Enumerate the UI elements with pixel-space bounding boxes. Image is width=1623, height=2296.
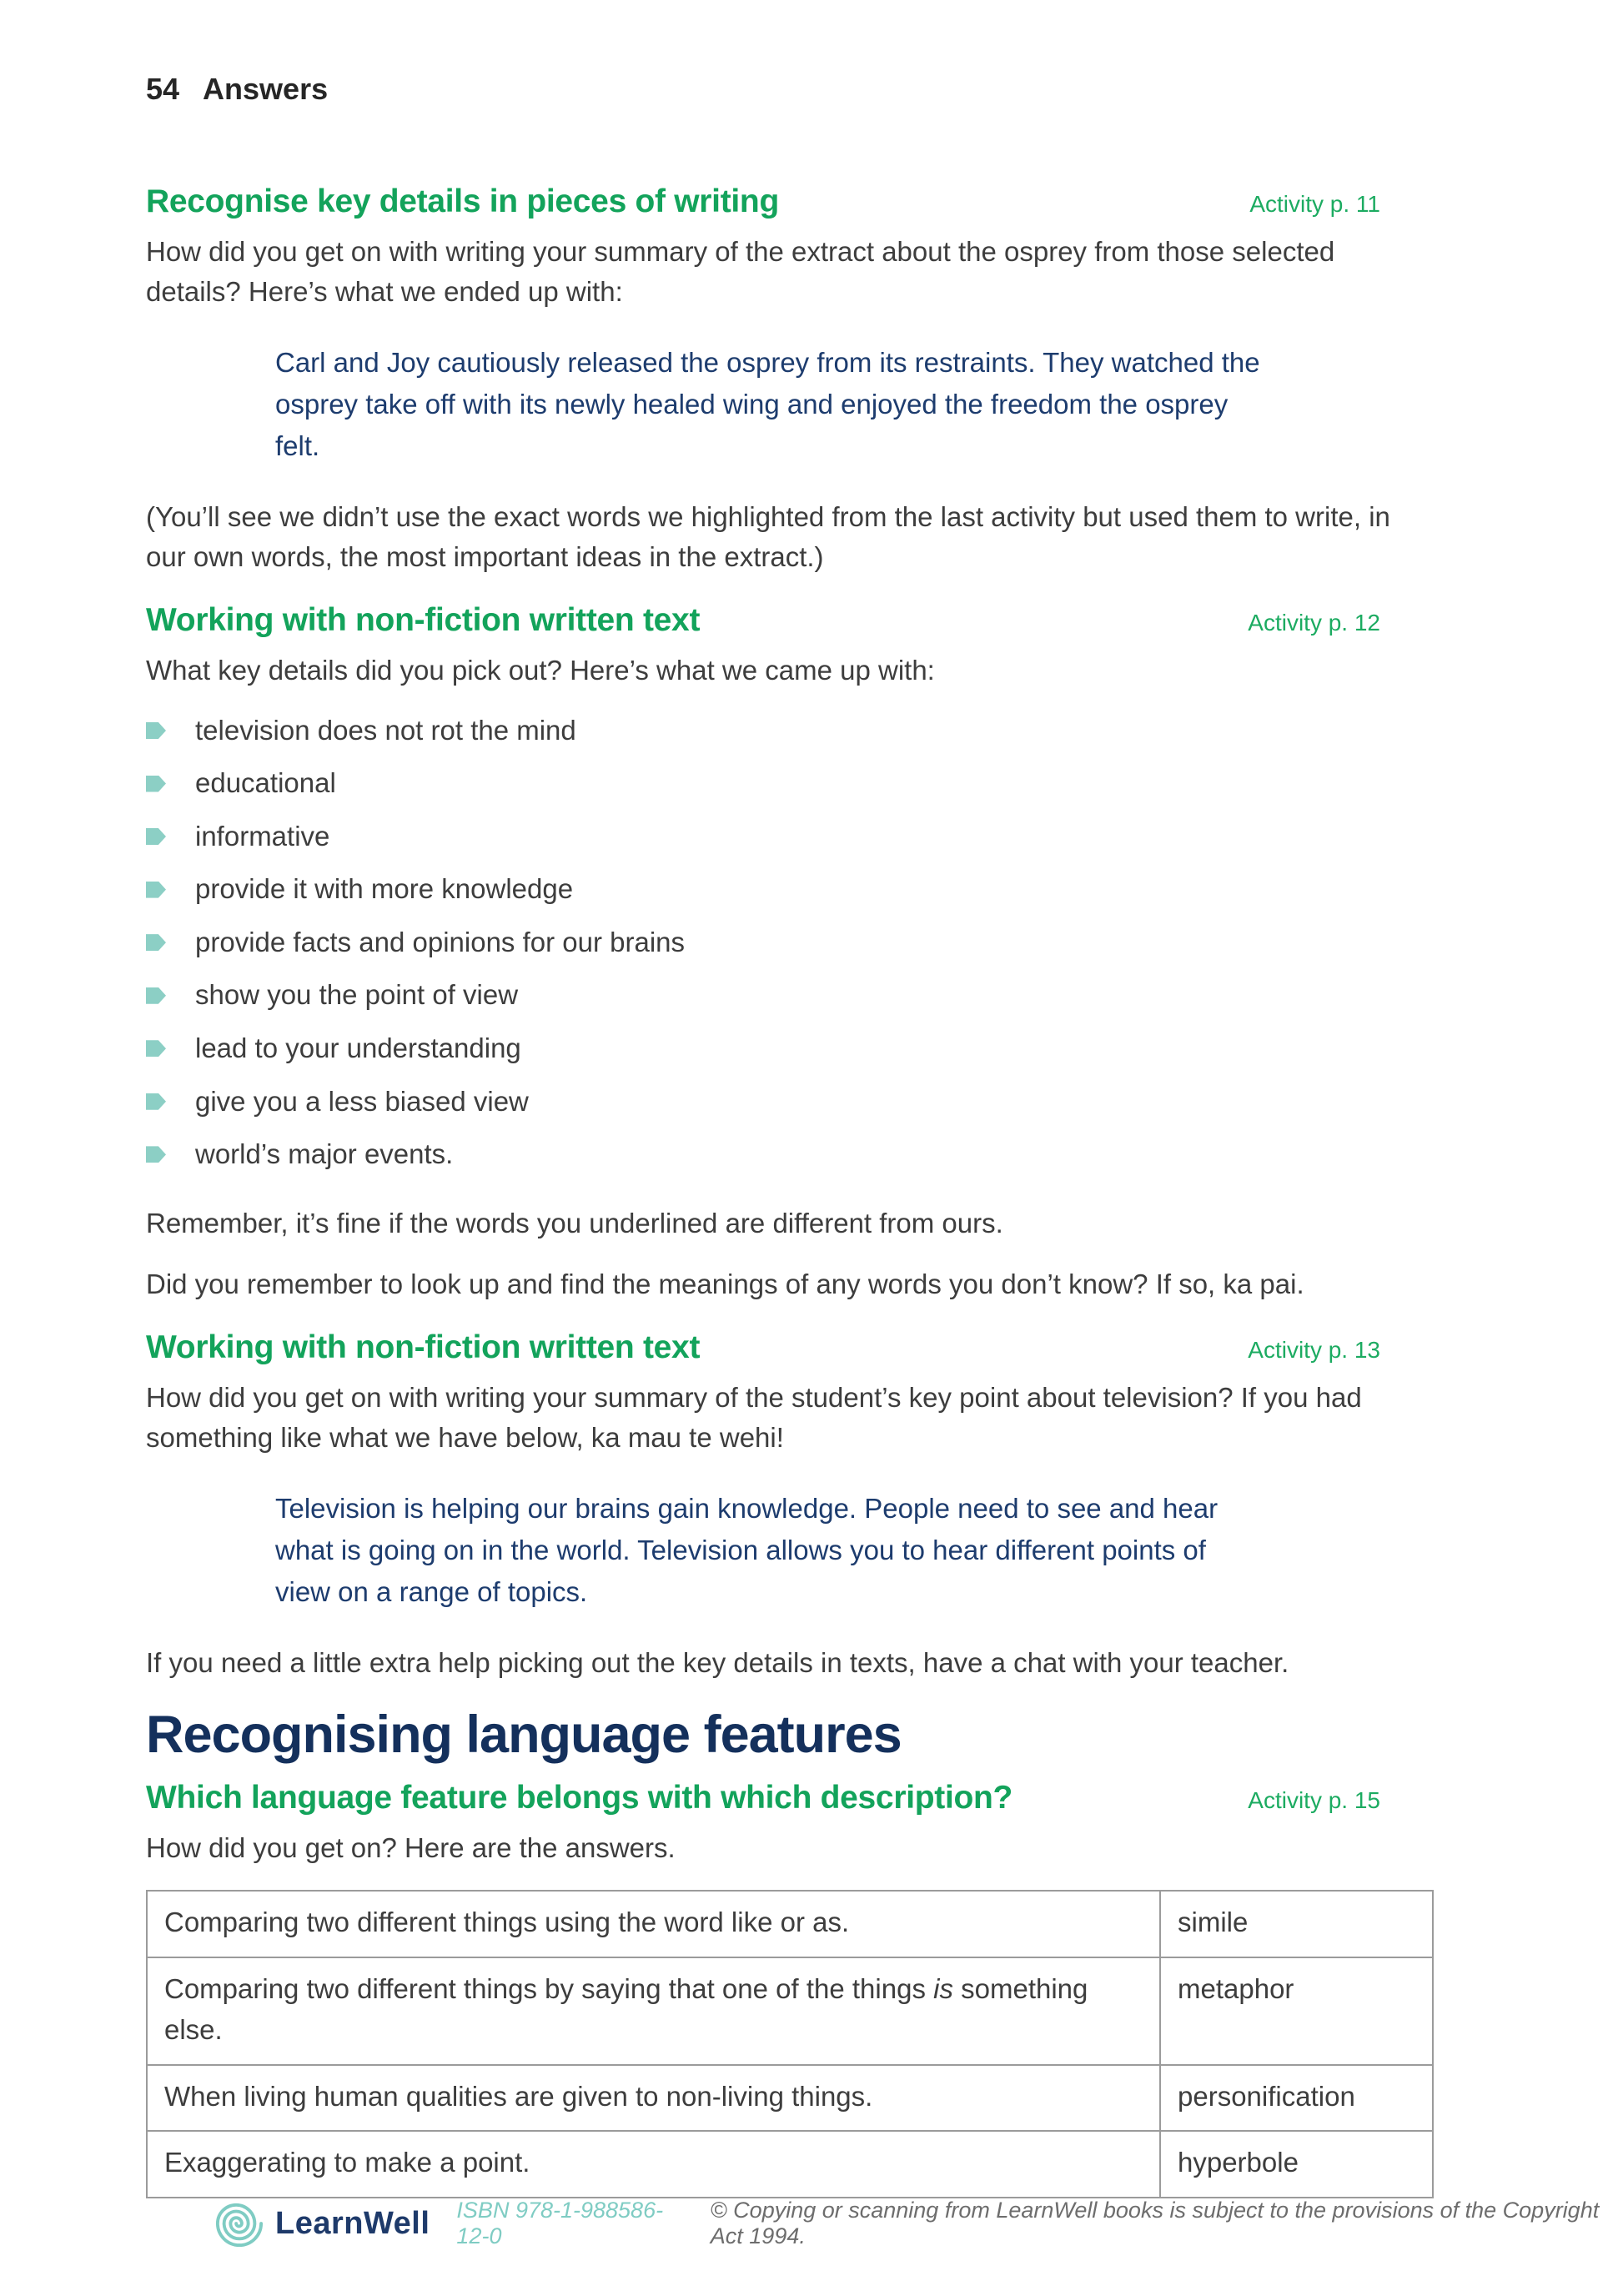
section-heading-row <box>146 183 1434 220</box>
list-item-text: show you the point of view <box>195 979 519 1011</box>
list-item-text: provide facts and opinions for our brains <box>195 926 686 957</box>
activity-page-ref: Activity p. 15 <box>1248 1787 1380 1814</box>
section-heading: Which language feature belongs with which description? <box>146 1780 1013 1816</box>
page-title: Answers <box>203 72 329 106</box>
list-item <box>146 871 1434 908</box>
description-text: Exaggerating to make a point. <box>164 2147 530 2178</box>
section-heading-row <box>146 1780 1434 1816</box>
list-item <box>146 1083 1434 1121</box>
activity-page-ref: Activity p. 13 <box>1248 1337 1380 1364</box>
list-item-text: lead to your understanding <box>195 1032 521 1063</box>
section-intro: What key details did you pick out? Here’s what we came up with: <box>146 654 935 686</box>
arrow-bullet-icon <box>146 882 166 898</box>
isbn-text: ISBN 978-1-988586-12-0 <box>456 2198 664 2248</box>
list-item-text: world’s major events. <box>195 1138 454 1170</box>
copyright-text: © Copying or scanning from LearnWell books is subject to the provisions of the Copyright Act 1994. <box>710 2198 1600 2248</box>
arrow-bullet-icon <box>146 934 166 951</box>
list-item <box>146 818 1434 856</box>
answer-cell: personification <box>1160 2065 1433 2132</box>
description-cell <box>147 2131 1160 2198</box>
description-cell <box>147 2065 1160 2132</box>
model-answer-quote: Carl and Joy cautiously released the osprey from its restraints. They watched the osprey take off with its newly healed wing and enjoyed the freedom the osprey felt. <box>275 346 1260 461</box>
activity-page-ref: Activity p. 12 <box>1248 609 1380 636</box>
list-item-text: informative <box>195 820 330 852</box>
section-note: (You’ll see we didn’t use the exact words we highlighted from the last activity but used them to write, in our own words, the most important ideas in the extract.) <box>146 501 1390 572</box>
arrow-bullet-icon <box>146 1040 166 1057</box>
activity-page-ref: Activity p. 11 <box>1249 191 1380 217</box>
answer-cell: simile <box>1160 1891 1433 1957</box>
section-language-features <box>146 1780 1434 2198</box>
section-heading-row <box>146 1329 1434 1366</box>
list-item <box>146 1030 1434 1068</box>
arrow-bullet-icon <box>146 987 166 1004</box>
answer-cell: metaphor <box>1160 1957 1433 2065</box>
section-recognise-key-details <box>146 183 1434 577</box>
description-text: When living human qualities are given to non-living things. <box>164 2080 873 2112</box>
table-row <box>147 2065 1433 2132</box>
key-details-list <box>146 712 1434 1173</box>
section-note: Remember, it’s fine if the words you underlined are different from ours. <box>146 1207 1003 1238</box>
section-heading: Working with non-fiction written text <box>146 1329 701 1366</box>
description-text: Comparing two different things using the word like or as. <box>164 1907 850 1938</box>
table-row <box>147 2131 1433 2198</box>
arrow-bullet-icon <box>146 722 166 739</box>
arrow-bullet-icon <box>146 1146 166 1163</box>
answer-cell: hyperbole <box>1160 2131 1433 2198</box>
section-working-nonfiction-1 <box>146 602 1434 1304</box>
description-cell <box>147 1957 1160 2065</box>
section-working-nonfiction-2 <box>146 1329 1434 1683</box>
list-item <box>146 1136 1434 1173</box>
list-item-text: television does not rot the mind <box>195 714 576 746</box>
page-footer <box>215 2198 1623 2248</box>
description-text: Comparing two different things by saying that one of the things <box>164 1972 934 2004</box>
section-note: If you need a little extra help picking out the key details in texts, have a chat with your teacher. <box>146 1647 1289 1679</box>
section-heading-row <box>146 602 1434 639</box>
list-item <box>146 977 1434 1014</box>
list-item-text: give you a less biased view <box>195 1085 529 1117</box>
learnwell-spiral-logo-icon <box>215 2199 264 2248</box>
page-header <box>146 72 1434 107</box>
chapter-heading: Recognising language features <box>146 1706 902 1765</box>
answers-table <box>146 1890 1434 2198</box>
arrow-bullet-icon <box>146 828 166 845</box>
list-item-text: provide it with more knowledge <box>195 873 574 905</box>
list-item <box>146 765 1434 802</box>
arrow-bullet-icon <box>146 1093 166 1110</box>
page-number: 54 <box>146 72 180 106</box>
section-heading: Working with non-fiction written text <box>146 601 701 638</box>
section-intro: How did you get on? Here are the answers. <box>146 1832 676 1864</box>
model-answer-quote: Television is helping our brains gain knowledge. People need to see and hear what is going on in the world. Television allows you to hear different points of view on a range of topics. <box>275 1492 1219 1608</box>
list-item-text: educational <box>195 767 336 799</box>
list-item <box>146 924 1434 962</box>
section-note: Did you remember to look up and find the meanings of any words you don’t know? If so, ka pai. <box>146 1269 1304 1300</box>
description-cell <box>147 1891 1160 1957</box>
description-text: something else. <box>164 1972 1088 2046</box>
list-item <box>146 712 1434 750</box>
table-row <box>147 1957 1433 2065</box>
section-intro: How did you get on with writing your summary of the extract about the osprey from those selected details? Here’s what we ended up with: <box>146 236 1335 307</box>
table-row <box>147 1891 1433 1957</box>
section-heading: Recognise key details in pieces of writing <box>146 183 779 219</box>
arrow-bullet-icon <box>146 776 166 792</box>
description-text-italic: is <box>933 1972 953 2004</box>
section-intro: How did you get on with writing your summary of the student’s key point about television? If you had something like what we have below, ka mau te wehi! <box>146 1382 1362 1454</box>
brand-name: LearnWell <box>275 2205 430 2241</box>
